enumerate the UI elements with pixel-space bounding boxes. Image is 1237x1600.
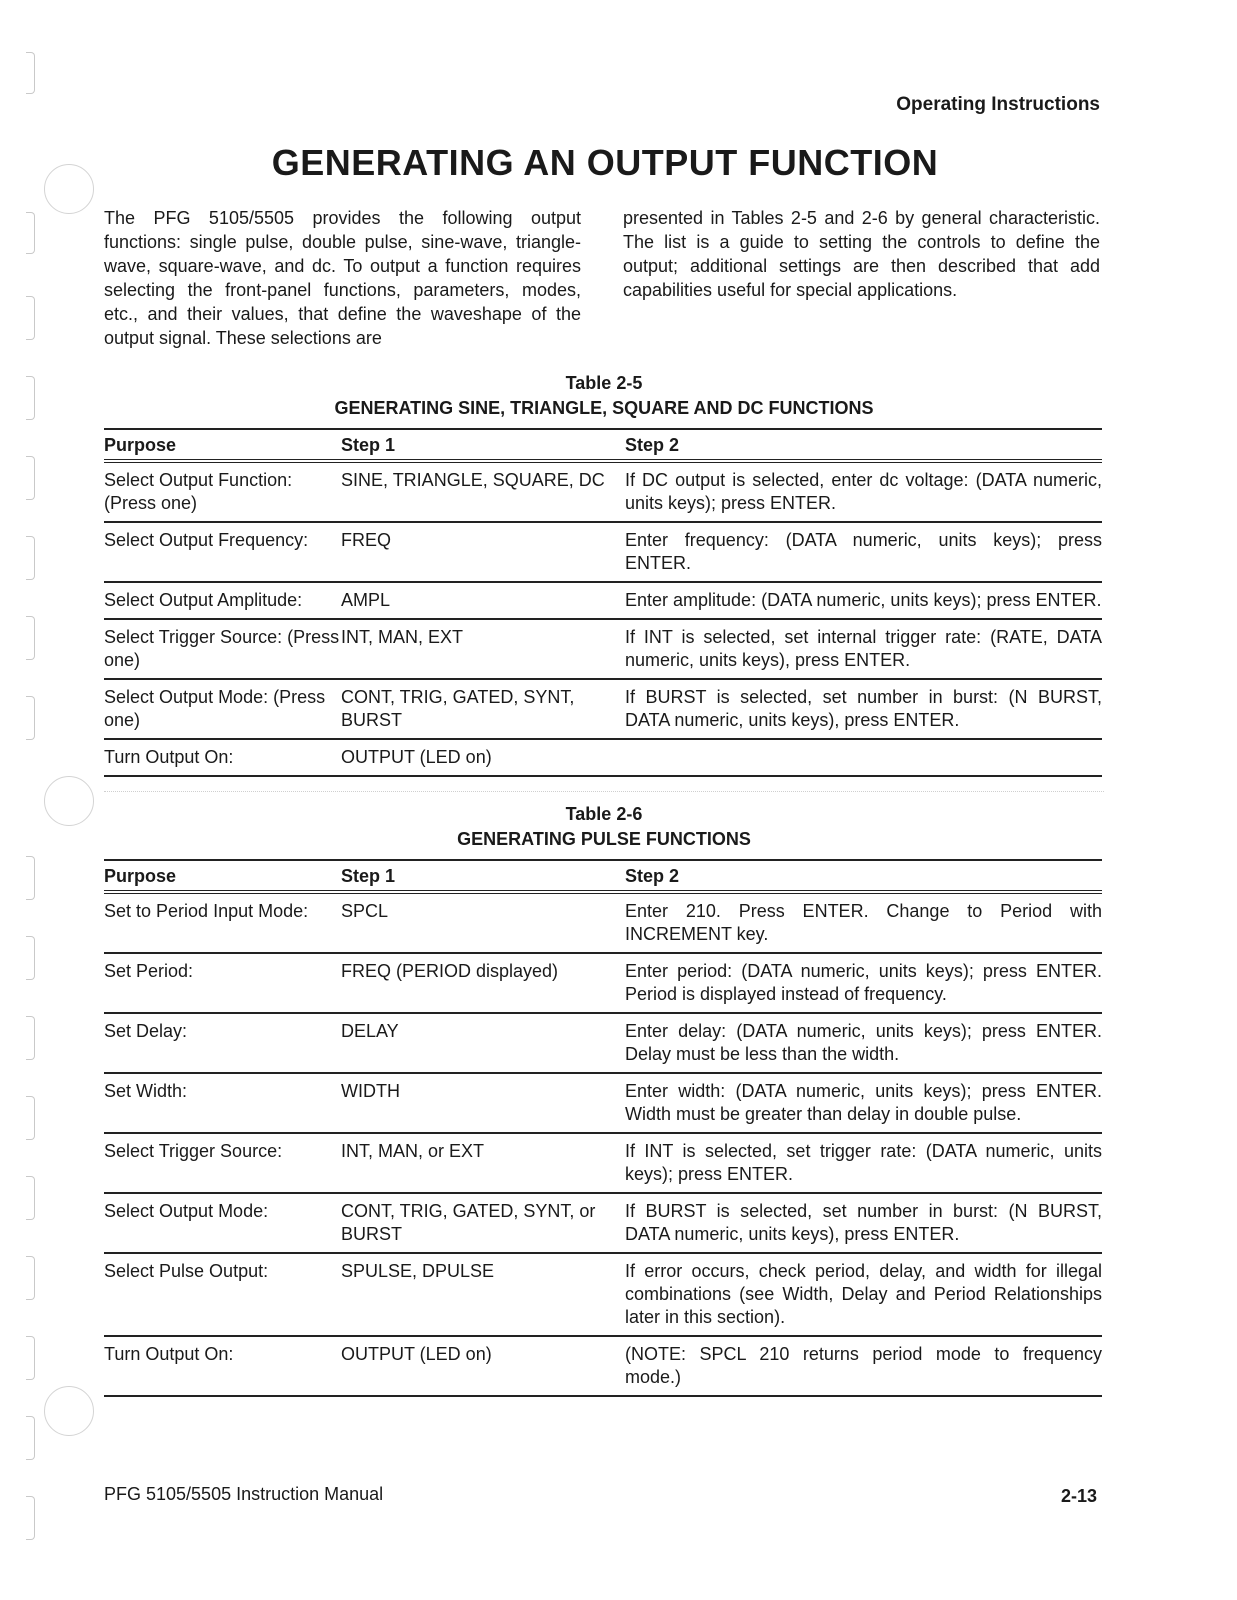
table-label: Table 2-5 (565, 373, 643, 393)
column-header: Step 1 (341, 860, 625, 892)
binder-ring-mark (26, 536, 35, 580)
table-label: Table 2-6 (565, 804, 643, 824)
cell-step2: If BURST is selected, set number in burst: (N BURST, DATA numeric, units keys), press ENTER. (625, 1193, 1102, 1253)
cell-purpose: Select Trigger Source: (Press one) (104, 619, 341, 679)
cell-purpose: Turn Output On: (104, 739, 341, 776)
table-title: GENERATING SINE, TRIANGLE, SQUARE AND DC FUNCTIONS (334, 398, 874, 418)
column-header: Step 1 (341, 429, 625, 461)
cell-step1: DELAY (341, 1013, 625, 1073)
cell-step1: INT, MAN, or EXT (341, 1133, 625, 1193)
table-row (104, 522, 1102, 582)
cell-step2: Enter frequency: (DATA numeric, units keys); press ENTER. (625, 522, 1102, 582)
binder-hole (44, 776, 94, 826)
table-caption (104, 371, 1104, 421)
table-header-row (104, 860, 1102, 892)
column-header: Step 2 (625, 429, 1102, 461)
cell-step1: FREQ (341, 522, 625, 582)
cell-purpose: Select Output Mode: (104, 1193, 341, 1253)
table-header-row (104, 429, 1102, 461)
cell-purpose: Select Trigger Source: (104, 1133, 341, 1193)
cell-step1: INT, MAN, EXT (341, 619, 625, 679)
intro-text (104, 206, 1100, 350)
cell-step2: If error occurs, check period, delay, and width for illegal combinations (see Width, Delay and Period Relationships later in this section). (625, 1253, 1102, 1336)
table-row (104, 1133, 1102, 1193)
binder-ring-mark (26, 212, 35, 254)
table-pulse-functions (104, 859, 1102, 1397)
cell-purpose: Set Period: (104, 953, 341, 1013)
footer-manual-title: PFG 5105/5505 Instruction Manual (104, 1484, 384, 1504)
binder-hole (44, 1386, 94, 1436)
cell-purpose: Turn Output On: (104, 1336, 341, 1396)
section-header: Operating Instructions (896, 94, 1100, 115)
binder-ring-mark (26, 1336, 35, 1380)
cell-step2: If INT is selected, set internal trigger rate: (RATE, DATA numeric, units keys), press ENTER. (625, 619, 1102, 679)
intro-right-column: presented in Tables 2-5 and 2-6 by general characteristic. The list is a guide to setting the controls to define the output; additional settings are then described that add capabilities useful for special applications. (623, 208, 1100, 300)
cell-step2: Enter width: (DATA numeric, units keys); press ENTER. Width must be greater than delay in double pulse. (625, 1073, 1102, 1133)
cell-step2: Enter 210. Press ENTER. Change to Period with INCREMENT key. (625, 892, 1102, 953)
scan-separator (104, 791, 1104, 792)
table-row (104, 953, 1102, 1013)
cell-purpose: Set Width: (104, 1073, 341, 1133)
column-header: Step 2 (625, 860, 1102, 892)
cell-step2: Enter amplitude: (DATA numeric, units keys); press ENTER. (625, 582, 1102, 619)
table-caption (104, 802, 1104, 852)
table-row (104, 1253, 1102, 1336)
binder-ring-mark (26, 1496, 35, 1540)
intro-left-column: The PFG 5105/5505 provides the following output functions: single pulse, double pulse, sine-wave, triangle-wave, square-wave, and dc. To output a function requires selecting the front-panel functions, parameters, modes, etc., and their values, that define the waveshape of the output signal. These selections are (104, 208, 581, 348)
table-row (104, 1073, 1102, 1133)
cell-purpose: Select Output Frequency: (104, 522, 341, 582)
cell-step2: If DC output is selected, enter dc voltage: (DATA numeric, units keys); press ENTER. (625, 461, 1102, 522)
binder-ring-mark (26, 936, 35, 980)
cell-purpose: Set to Period Input Mode: (104, 892, 341, 953)
cell-step2: Enter delay: (DATA numeric, units keys); press ENTER. Delay must be less than the width. (625, 1013, 1102, 1073)
binder-ring-mark (26, 1016, 35, 1060)
binder-ring-mark (26, 52, 35, 94)
cell-step1: WIDTH (341, 1073, 625, 1133)
table-row (104, 461, 1102, 522)
column-header: Purpose (104, 860, 341, 892)
cell-purpose: Select Pulse Output: (104, 1253, 341, 1336)
cell-step2: (NOTE: SPCL 210 returns period mode to frequency mode.) (625, 1336, 1102, 1396)
table-title: GENERATING PULSE FUNCTIONS (457, 829, 751, 849)
cell-step1: SINE, TRIANGLE, SQUARE, DC (341, 461, 625, 522)
binder-ring-mark (26, 376, 35, 420)
page-number: 2-13 (1060, 1486, 1097, 1506)
table-sine-triangle-square-dc (104, 428, 1102, 777)
table-row (104, 582, 1102, 619)
cell-step2 (625, 739, 1102, 776)
cell-purpose: Select Output Function: (Press one) (104, 461, 341, 522)
cell-step1: OUTPUT (LED on) (341, 739, 625, 776)
cell-step1: FREQ (PERIOD displayed) (341, 953, 625, 1013)
page-title: GENERATING AN OUTPUT FUNCTION (271, 142, 939, 183)
table-row (104, 1013, 1102, 1073)
binder-ring-mark (26, 456, 35, 500)
column-header: Purpose (104, 429, 341, 461)
binder-ring-mark (26, 1176, 35, 1220)
table-row (104, 892, 1102, 953)
cell-step1: CONT, TRIG, GATED, SYNT, or BURST (341, 1193, 625, 1253)
binder-ring-mark (26, 1096, 35, 1140)
table-row (104, 1193, 1102, 1253)
cell-step1: SPCL (341, 892, 625, 953)
binder-ring-mark (26, 296, 35, 340)
binder-ring-mark (26, 616, 35, 660)
cell-purpose: Select Output Mode: (Press one) (104, 679, 341, 739)
binder-ring-mark (26, 1416, 35, 1460)
cell-step1: OUTPUT (LED on) (341, 1336, 625, 1396)
cell-step1: SPULSE, DPULSE (341, 1253, 625, 1336)
table-row (104, 1336, 1102, 1396)
table-row (104, 739, 1102, 776)
cell-step1: CONT, TRIG, GATED, SYNT, BURST (341, 679, 625, 739)
binder-ring-mark (26, 1256, 35, 1300)
cell-purpose: Select Output Amplitude: (104, 582, 341, 619)
cell-step2: If BURST is selected, set number in burst: (N BURST, DATA numeric, units keys), press ENTER. (625, 679, 1102, 739)
table-row (104, 619, 1102, 679)
binder-ring-mark (26, 696, 35, 740)
binder-ring-mark (26, 856, 35, 900)
cell-step2: Enter period: (DATA numeric, units keys); press ENTER. Period is displayed instead of frequency. (625, 953, 1102, 1013)
cell-step2: If INT is selected, set trigger rate: (DATA numeric, units keys); press ENTER. (625, 1133, 1102, 1193)
table-row (104, 679, 1102, 739)
cell-step1: AMPL (341, 582, 625, 619)
cell-purpose: Set Delay: (104, 1013, 341, 1073)
